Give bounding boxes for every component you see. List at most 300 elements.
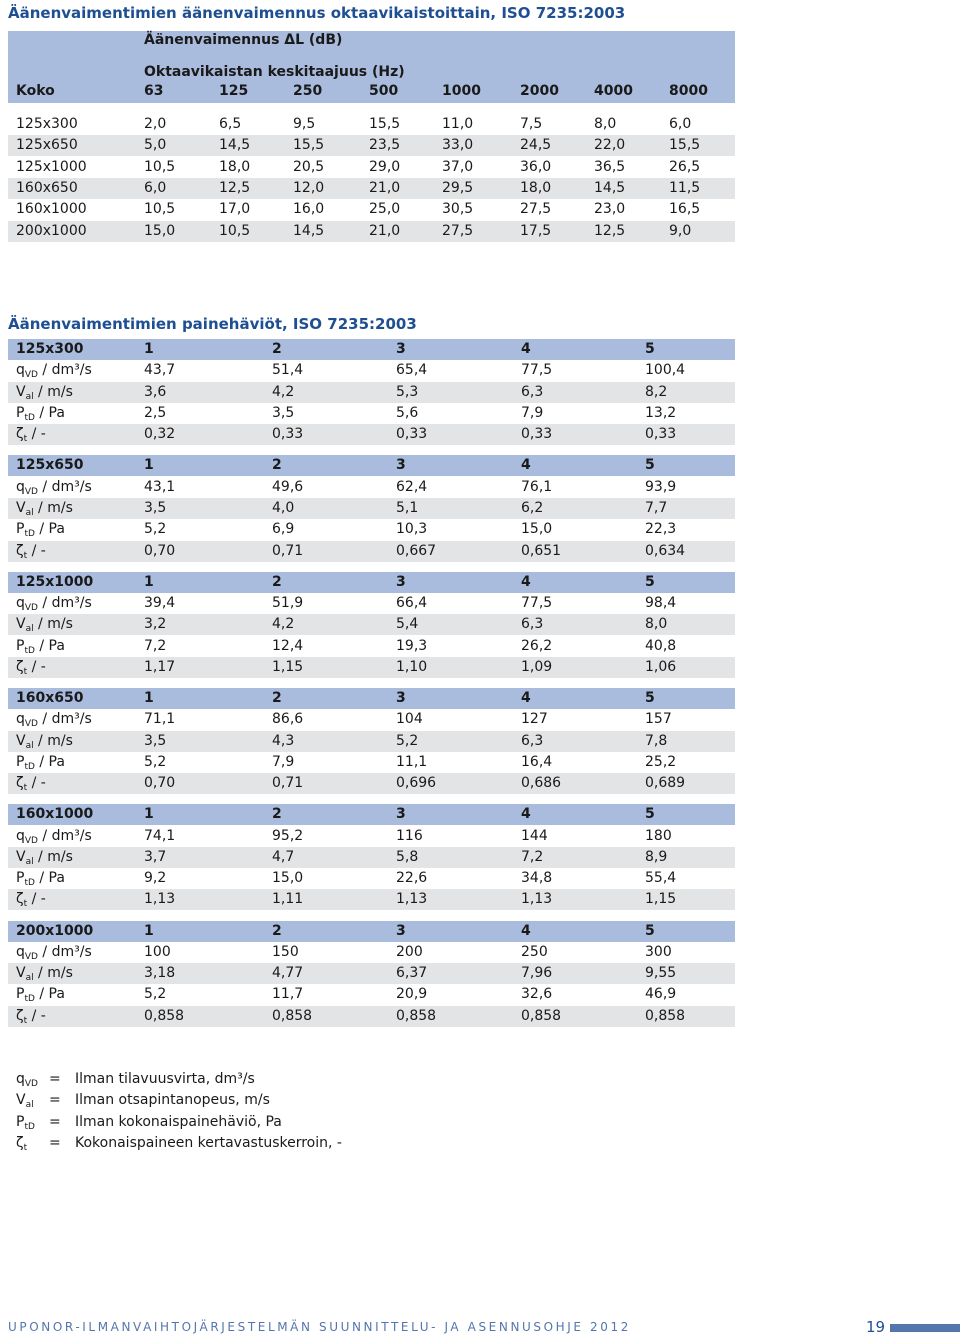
row-label-subscript: al [25, 507, 34, 518]
row-label-unit: / m/s [33, 848, 73, 865]
value-cell: 15,5 [669, 137, 701, 154]
row-label-subscript: al [25, 856, 34, 867]
row-label-subscript: t [23, 783, 28, 794]
value-cell: 1,10 [396, 658, 428, 675]
row-label-unit: / m/s [33, 383, 73, 400]
value-cell: 0,696 [396, 775, 437, 792]
block-size: 125x1000 [16, 573, 94, 590]
value-cell: 0,689 [645, 775, 686, 792]
value-cell: 10,5 [144, 201, 176, 218]
value-cell: 14,5 [219, 137, 251, 154]
value-cell: 4,0 [272, 499, 295, 516]
value-cell: 12,0 [293, 179, 325, 196]
table-row [8, 135, 735, 156]
size-cell: 125x1000 [16, 158, 87, 175]
legend-symbol-char: P [16, 1113, 25, 1130]
page-number: 19 [866, 1318, 886, 1336]
value-cell: 9,55 [645, 965, 677, 982]
value-cell: 4,7 [272, 848, 295, 865]
value-cell: 51,9 [272, 594, 304, 611]
value-cell: 29,5 [442, 179, 474, 196]
value-cell: 36,0 [520, 158, 552, 175]
freq-header: 4000 [594, 83, 633, 99]
row-label-v [16, 616, 73, 635]
legend-symbol [16, 1092, 34, 1111]
legend-description: Ilman kokonaispainehäviö, Pa [75, 1113, 282, 1130]
value-cell: 127 [521, 711, 548, 728]
row-label-v [16, 384, 73, 400]
block-header-row [8, 921, 735, 942]
value-cell: 100,4 [645, 362, 686, 379]
value-cell: 86,6 [272, 711, 304, 728]
value-cell: 250 [521, 943, 548, 960]
value-cell: 0,858 [144, 1007, 185, 1024]
row-label-symbol: ζ [16, 426, 24, 443]
table1-header [8, 31, 735, 103]
freq-header: 1000 [442, 83, 481, 99]
value-cell: 14,5 [293, 222, 325, 239]
point-number: 2 [272, 457, 282, 474]
point-number: 5 [645, 573, 655, 590]
value-cell: 0,32 [144, 426, 176, 443]
row-label-unit: / Pa [34, 986, 65, 1003]
value-cell: 77,5 [521, 594, 553, 611]
value-cell: 6,2 [521, 499, 544, 516]
value-cell: 77,5 [521, 362, 553, 379]
value-cell: 1,09 [521, 658, 553, 675]
value-cell: 1,13 [521, 891, 553, 908]
footer-text: UPONOR-ILMANVAIHTOJÄRJESTELMÄN SUUNNITTELU- JA ASENNUSOHJE 2012 [8, 1320, 631, 1334]
row-label-unit: / Pa [34, 637, 65, 654]
table-row [8, 963, 735, 984]
value-cell: 9,5 [293, 116, 316, 132]
value-cell: 8,0 [594, 116, 617, 132]
value-cell: 0,70 [144, 542, 176, 559]
row-label-unit: / - [27, 1007, 46, 1024]
row-label-unit: / m/s [33, 499, 73, 516]
value-cell: 0,70 [144, 775, 176, 792]
row-label-subscript: t [23, 550, 28, 561]
value-cell: 16,4 [521, 753, 553, 770]
row-label-p [16, 870, 65, 889]
row-label-unit: / dm³/s [37, 362, 92, 379]
block-size: 160x650 [16, 689, 84, 706]
value-cell: 66,4 [396, 594, 428, 611]
value-cell: 116 [396, 827, 423, 844]
table-row [8, 403, 735, 424]
value-cell: 20,9 [396, 986, 428, 1003]
row-label-unit: / - [27, 542, 46, 559]
row-label-p [16, 754, 65, 770]
value-cell: 15,0 [521, 521, 553, 538]
row-label-symbol: ζ [16, 891, 24, 908]
value-cell: 0,71 [272, 542, 304, 559]
value-cell: 23,0 [594, 201, 626, 218]
table-row [8, 477, 735, 498]
value-cell: 43,7 [144, 362, 176, 379]
row-label-p [16, 405, 65, 421]
point-number: 4 [521, 341, 531, 357]
value-cell: 7,9 [521, 404, 544, 421]
table-row [8, 752, 735, 773]
page-accent-bar [890, 1324, 960, 1332]
value-cell: 11,5 [669, 179, 701, 196]
value-cell: 9,2 [144, 870, 167, 887]
legend-symbol-subscript: al [25, 1100, 34, 1111]
table-row [8, 541, 735, 562]
value-cell: 2,5 [144, 404, 167, 421]
row-label-symbol: V [16, 848, 26, 865]
point-number: 5 [645, 689, 655, 706]
value-cell: 34,8 [521, 870, 553, 887]
value-cell: 20,5 [293, 158, 325, 175]
value-cell: 17,0 [219, 201, 251, 218]
value-cell: 10,5 [219, 222, 251, 239]
value-cell: 65,4 [396, 362, 428, 379]
point-number: 4 [521, 573, 531, 590]
row-label-subscript: al [25, 391, 34, 402]
value-cell: 49,6 [272, 478, 304, 495]
value-cell: 33,0 [442, 137, 474, 154]
row-label-unit: / Pa [34, 404, 65, 421]
row-label-v [16, 849, 73, 865]
value-cell: 8,9 [645, 848, 668, 865]
value-cell: 7,7 [645, 499, 668, 516]
value-cell: 3,7 [144, 848, 167, 865]
row-label-q [16, 944, 92, 960]
value-cell: 5,2 [144, 521, 167, 538]
point-number: 1 [144, 806, 154, 823]
table2-title: Äänenvaimentimien painehäviöt, ISO 7235:2003 [8, 315, 417, 333]
point-number: 1 [144, 341, 154, 357]
point-number: 1 [144, 457, 154, 474]
point-number: 4 [521, 457, 531, 474]
table-row [8, 199, 735, 220]
value-cell: 1,13 [396, 891, 428, 908]
value-cell: 12,4 [272, 637, 304, 654]
value-cell: 1,11 [272, 891, 304, 908]
freq-header: 125 [219, 83, 249, 99]
table-row [8, 519, 735, 540]
point-number: 2 [272, 922, 282, 939]
value-cell: 46,9 [645, 986, 677, 1003]
row-label-q [16, 479, 92, 495]
block-size: 125x300 [16, 341, 84, 357]
point-number: 2 [272, 806, 282, 823]
row-label-subscript: VD [24, 835, 38, 846]
row-label-unit: / dm³/s [37, 711, 92, 728]
value-cell: 0,71 [272, 775, 304, 792]
table-row [8, 826, 735, 847]
table-row [8, 984, 735, 1005]
value-cell: 0,858 [521, 1007, 562, 1024]
point-number: 3 [396, 689, 406, 706]
value-cell: 0,33 [521, 426, 553, 443]
value-cell: 40,8 [645, 637, 677, 654]
value-cell: 23,5 [369, 137, 401, 154]
value-cell: 1,15 [272, 658, 304, 675]
row-label-symbol: ζ [16, 658, 24, 675]
block-header-row [8, 688, 735, 709]
row-label-unit: / - [27, 658, 46, 675]
row-label-symbol: V [16, 732, 26, 749]
value-cell: 16,5 [669, 201, 701, 218]
value-cell: 5,4 [396, 616, 419, 633]
table-row [8, 221, 735, 242]
table-row [8, 636, 735, 657]
value-cell: 19,3 [396, 637, 428, 654]
value-cell: 6,5 [219, 116, 242, 132]
table-row [8, 593, 735, 614]
table-row [8, 731, 735, 752]
table-row [8, 709, 735, 730]
value-cell: 93,9 [645, 478, 677, 495]
value-cell: 144 [521, 827, 548, 844]
table-row [8, 847, 735, 868]
row-label-unit: / - [27, 426, 46, 443]
block-size: 200x1000 [16, 922, 94, 939]
point-number: 3 [396, 573, 406, 590]
row-label-q [16, 828, 92, 844]
row-label-symbol: q [16, 943, 25, 960]
value-cell: 5,6 [396, 404, 419, 421]
value-cell: 157 [645, 711, 672, 728]
block-header-row [8, 339, 735, 360]
size-cell: 125x650 [16, 137, 78, 154]
value-cell: 37,0 [442, 158, 474, 175]
block-size: 160x1000 [16, 806, 94, 823]
row-label-q [16, 362, 92, 381]
block-header-row [8, 572, 735, 593]
value-cell: 15,5 [293, 137, 325, 154]
value-cell: 9,0 [669, 222, 692, 239]
point-number: 3 [396, 457, 406, 474]
value-cell: 71,1 [144, 711, 176, 728]
value-cell: 7,8 [645, 732, 668, 749]
value-cell: 0,858 [396, 1007, 437, 1024]
point-number: 1 [144, 922, 154, 939]
table-row [8, 114, 735, 135]
value-cell: 1,06 [645, 658, 677, 675]
legend-equals: = [49, 1134, 61, 1151]
point-number: 1 [144, 689, 154, 706]
row-label-unit: / Pa [34, 753, 65, 770]
value-cell: 5,3 [396, 383, 419, 400]
legend-equals: = [49, 1071, 61, 1087]
block-header-row [8, 455, 735, 476]
table1-header-line2: Oktaavikaistan keskitaajuus (Hz) [144, 64, 405, 80]
value-cell: 4,2 [272, 383, 295, 400]
table1-header-line1: Äänenvaimennus ΔL (dB) [144, 32, 343, 48]
row-label-symbol: P [16, 870, 25, 887]
value-cell: 95,2 [272, 827, 304, 844]
value-cell: 100 [144, 943, 171, 960]
point-number: 5 [645, 457, 655, 474]
value-cell: 51,4 [272, 362, 304, 379]
row-label-unit: / Pa [34, 521, 65, 538]
row-label-z [16, 659, 46, 675]
row-label-subscript: t [23, 1015, 28, 1026]
value-cell: 7,96 [521, 965, 553, 982]
table-row [8, 1006, 735, 1027]
row-label-symbol: q [16, 362, 25, 379]
value-cell: 1,17 [144, 658, 176, 675]
row-label-unit: / - [27, 891, 46, 908]
value-cell: 7,9 [272, 753, 295, 770]
row-label-symbol: P [16, 637, 25, 654]
point-number: 3 [396, 341, 406, 357]
row-label-p [16, 638, 65, 654]
value-cell: 15,0 [272, 870, 304, 887]
freq-header: 8000 [669, 83, 708, 99]
row-label-subscript: tD [24, 645, 35, 656]
value-cell: 2,0 [144, 116, 167, 132]
row-label-unit: / m/s [33, 616, 73, 633]
value-cell: 0,858 [272, 1007, 313, 1024]
freq-header: 500 [369, 83, 399, 99]
value-cell: 32,6 [521, 986, 553, 1003]
legend-symbol [16, 1071, 38, 1087]
row-label-symbol: V [16, 965, 26, 982]
row-label-symbol: q [16, 711, 25, 728]
row-label-subscript: tD [24, 529, 35, 540]
value-cell: 6,3 [521, 616, 544, 633]
row-label-symbol: P [16, 521, 25, 538]
value-cell: 62,4 [396, 478, 428, 495]
row-label-symbol: P [16, 986, 25, 1003]
point-number: 2 [272, 573, 282, 590]
value-cell: 26,2 [521, 637, 553, 654]
row-label-q [16, 595, 92, 611]
table-row [8, 614, 735, 635]
block-header-row [8, 804, 735, 825]
value-cell: 11,1 [396, 753, 428, 770]
row-label-subscript: t [23, 899, 28, 910]
value-cell: 150 [272, 943, 299, 960]
value-cell: 3,5 [272, 404, 295, 421]
value-cell: 6,0 [144, 179, 167, 196]
value-cell: 200 [396, 943, 423, 960]
value-cell: 104 [396, 711, 423, 728]
value-cell: 8,0 [645, 616, 668, 633]
row-label-subscript: VD [24, 951, 38, 962]
size-cell: 160x1000 [16, 201, 87, 218]
value-cell: 27,5 [442, 222, 474, 239]
value-cell: 39,4 [144, 594, 176, 611]
value-cell: 30,5 [442, 201, 474, 218]
row-label-symbol: ζ [16, 775, 24, 792]
value-cell: 76,1 [521, 478, 553, 495]
legend-symbol [16, 1114, 35, 1130]
legend-symbol-subscript: tD [24, 1121, 35, 1132]
value-cell: 27,5 [520, 201, 552, 218]
row-label-unit: / dm³/s [37, 478, 92, 495]
value-cell: 6,37 [396, 965, 428, 982]
size-cell: 125x300 [16, 116, 78, 132]
row-label-unit: / m/s [33, 965, 73, 982]
value-cell: 4,3 [272, 732, 295, 749]
row-label-symbol: q [16, 827, 25, 844]
legend-symbol-char: q [16, 1071, 25, 1087]
freq-header: 250 [293, 83, 323, 99]
value-cell: 6,3 [521, 732, 544, 749]
value-cell: 43,1 [144, 478, 176, 495]
row-label-subscript: t [23, 434, 28, 445]
freq-header: 63 [144, 83, 164, 99]
value-cell: 8,2 [645, 383, 668, 400]
value-cell: 5,1 [396, 499, 419, 516]
row-label-subscript: tD [24, 878, 35, 889]
row-label-symbol: q [16, 478, 25, 495]
value-cell: 24,5 [520, 137, 552, 154]
value-cell: 5,2 [396, 732, 419, 749]
row-label-symbol: P [16, 404, 25, 421]
value-cell: 18,0 [520, 179, 552, 196]
row-label-q [16, 711, 92, 730]
row-label-unit: / dm³/s [37, 827, 92, 844]
table-row [8, 382, 735, 403]
table-row [8, 942, 735, 963]
row-label-symbol: ζ [16, 542, 24, 559]
value-cell: 6,9 [272, 521, 295, 538]
row-label-v [16, 500, 73, 516]
legend-symbol-char: ζ [16, 1134, 24, 1151]
value-cell: 5,0 [144, 137, 167, 154]
table-row [8, 360, 735, 381]
value-cell: 25,0 [369, 201, 401, 218]
table-row [8, 178, 735, 199]
value-cell: 14,5 [594, 179, 626, 196]
row-label-unit: / dm³/s [37, 943, 92, 960]
point-number: 3 [396, 806, 406, 823]
value-cell: 0,667 [396, 542, 437, 559]
row-label-symbol: q [16, 594, 25, 611]
value-cell: 21,0 [369, 222, 401, 239]
row-label-z [16, 1008, 46, 1024]
value-cell: 3,5 [144, 732, 167, 749]
row-label-symbol: ζ [16, 1007, 24, 1024]
point-number: 2 [272, 341, 282, 357]
table-row [8, 773, 735, 794]
value-cell: 3,5 [144, 499, 167, 516]
legend-description: Ilman otsapintanopeus, m/s [75, 1092, 270, 1109]
row-label-subscript: VD [24, 602, 38, 613]
block-size: 125x650 [16, 457, 84, 474]
table-row [8, 657, 735, 678]
row-label-p [16, 521, 65, 540]
legend-symbol-char: V [16, 1092, 26, 1109]
value-cell: 55,4 [645, 870, 677, 887]
table-row [8, 424, 735, 445]
value-cell: 21,0 [369, 179, 401, 196]
row-label-subscript: VD [24, 370, 38, 381]
value-cell: 17,5 [520, 222, 552, 239]
row-label-unit: / dm³/s [37, 594, 92, 611]
row-label-v [16, 965, 73, 984]
value-cell: 29,0 [369, 158, 401, 175]
row-label-subscript: al [25, 973, 34, 984]
row-label-subscript: VD [24, 486, 38, 497]
row-label-subscript: al [25, 740, 34, 751]
row-label-subscript: tD [24, 994, 35, 1005]
value-cell: 6,3 [521, 383, 544, 400]
value-cell: 7,5 [520, 116, 543, 132]
row-label-subscript: al [25, 624, 34, 635]
value-cell: 11,7 [272, 986, 304, 1003]
value-cell: 180 [645, 827, 672, 844]
row-label-symbol: P [16, 753, 25, 770]
value-cell: 11,0 [442, 116, 474, 132]
